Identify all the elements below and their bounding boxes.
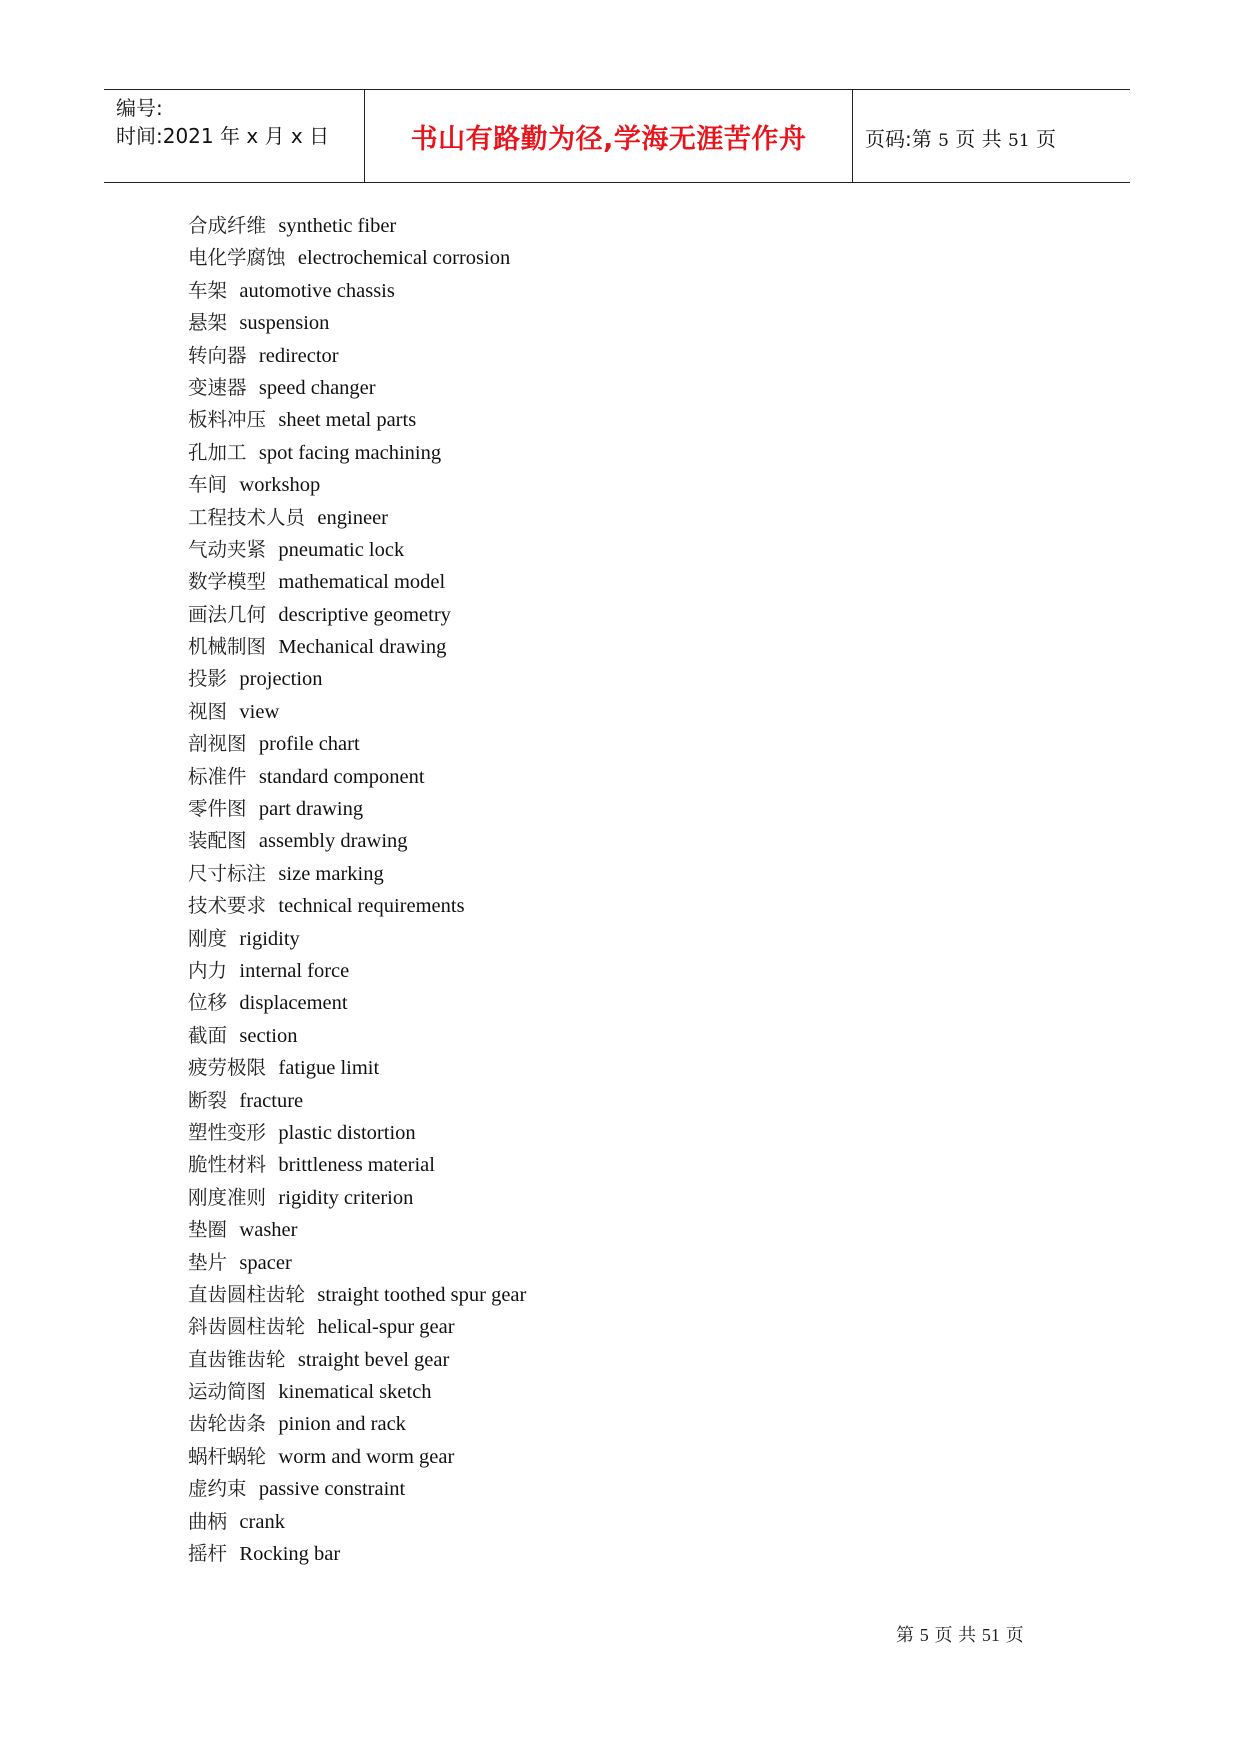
term-english: fracture [239,1089,304,1112]
glossary-item [188,307,526,339]
term-chinese: 零件图 [188,797,247,821]
term-english: electrochemical corrosion [297,247,511,270]
term-chinese: 曲柄 [188,1509,228,1533]
term-chinese: 疲劳极限 [188,1056,267,1080]
glossary-item [188,1538,526,1570]
term-chinese: 电化学腐蚀 [188,246,286,270]
term-english: kinematical sketch [278,1381,432,1404]
term-chinese: 投影 [188,667,228,691]
glossary-item [188,1279,526,1311]
glossary-item [188,566,526,598]
term-english: engineer [317,506,388,529]
term-chinese: 塑性变形 [188,1120,267,1144]
term-english: profile chart [258,733,360,756]
term-chinese: 直齿圆柱齿轮 [188,1282,306,1306]
term-chinese: 尺寸标注 [188,861,267,885]
term-chinese: 脆性材料 [188,1153,267,1177]
term-english: brittleness material [278,1154,435,1177]
term-english: technical requirements [278,895,465,918]
term-chinese: 断裂 [188,1088,228,1112]
term-chinese: 装配图 [188,829,247,853]
glossary-item [188,1247,526,1279]
term-english: view [239,700,280,723]
doc-number-label: 编号: [116,96,163,120]
term-chinese: 刚度 [188,926,228,950]
term-chinese: 视图 [188,699,228,723]
glossary-item [188,340,526,372]
glossary-item [188,858,526,890]
glossary-item [188,955,526,987]
glossary-item [188,793,526,825]
page-code-middle: 页 共 [948,127,1009,151]
term-english: assembly drawing [258,830,408,853]
footer-current-page: 5 [919,1625,929,1645]
term-chinese: 刚度准则 [188,1185,267,1209]
term-chinese: 变速器 [188,375,247,399]
header-page-cell [853,90,1130,182]
glossary-item [188,404,526,436]
glossary-item [188,728,526,760]
term-english: displacement [239,992,348,1015]
term-chinese: 标准件 [188,764,247,788]
glossary-item [188,469,526,501]
term-english: redirector [258,344,339,367]
glossary-item [188,987,526,1019]
term-english: passive constraint [258,1478,406,1501]
term-chinese: 虚约束 [188,1477,247,1501]
term-english: straight toothed spur gear [317,1283,527,1306]
footer-prefix: 第 [896,1625,920,1646]
term-chinese: 剖视图 [188,732,247,756]
page-code-current: 5 [938,131,949,151]
term-english: automotive chassis [239,279,395,302]
term-chinese: 车架 [188,278,228,302]
term-english: spot facing machining [258,441,442,464]
glossary-item [188,1149,526,1181]
footer-middle: 页 共 [928,1625,982,1646]
term-english: descriptive geometry [278,603,451,626]
glossary-item [188,825,526,857]
footer-total-pages: 51 [981,1625,1000,1645]
page-code-suffix: 页 [1029,127,1057,151]
term-english: helical-spur gear [317,1316,455,1339]
glossary-item [188,1376,526,1408]
glossary-item [188,1473,526,1505]
term-chinese: 画法几何 [188,602,267,626]
glossary-item [188,1085,526,1117]
glossary-item [188,1214,526,1246]
term-english: Mechanical drawing [278,636,447,659]
term-english: plastic distortion [278,1121,416,1144]
term-english: straight bevel gear [297,1348,450,1371]
term-english: part drawing [258,798,364,821]
glossary-item [188,1020,526,1052]
motto-text: 书山有路勤为径,学海无涯苦作舟 [410,124,807,155]
page-code-total: 51 [1008,131,1030,151]
term-english: pinion and rack [278,1413,406,1436]
header-info-cell [104,90,365,182]
term-english: sheet metal parts [278,409,417,432]
term-english: Rocking bar [239,1543,341,1566]
term-english: workshop [239,474,321,497]
term-english: pneumatic lock [278,538,405,561]
term-chinese: 机械制图 [188,635,267,659]
term-english: rigidity [239,927,300,950]
term-english: suspension [239,312,330,335]
term-chinese: 齿轮齿条 [188,1412,267,1436]
term-chinese: 斜齿圆柱齿轮 [188,1315,306,1339]
term-english: projection [239,668,323,691]
footer-suffix: 页 [999,1625,1024,1646]
term-chinese: 技术要求 [188,894,267,918]
term-english: standard component [258,765,425,788]
glossary-item [188,1311,526,1343]
page-footer [896,1621,1024,1647]
term-english: rigidity criterion [278,1186,414,1209]
glossary-list [188,210,526,1570]
glossary-item [188,1344,526,1376]
term-english: internal force [239,959,350,982]
term-chinese: 工程技术人员 [188,505,306,529]
header-motto-cell [365,90,853,182]
term-chinese: 位移 [188,991,228,1015]
term-chinese: 摇杆 [188,1542,228,1566]
term-chinese: 内力 [188,958,228,982]
page-code [865,123,1056,152]
glossary-item [188,242,526,274]
glossary-item [188,1117,526,1149]
term-chinese: 数学模型 [188,570,267,594]
term-english: crank [239,1510,285,1533]
term-chinese: 车间 [188,473,228,497]
glossary-item [188,437,526,469]
term-english: section [239,1024,298,1047]
glossary-item [188,1506,526,1538]
page-code-prefix: 页码:第 [865,127,939,151]
date-label: 时间:2021 年 x 月 x 日 [116,124,330,148]
term-english: worm and worm gear [278,1445,455,1468]
term-chinese: 板料冲压 [188,408,267,432]
glossary-item [188,890,526,922]
glossary-item [188,210,526,242]
term-chinese: 气动夹紧 [188,537,267,561]
term-english: washer [239,1219,298,1242]
term-english: fatigue limit [278,1057,380,1080]
term-chinese: 合成纤维 [188,214,267,237]
glossary-item [188,923,526,955]
glossary-item [188,1408,526,1440]
term-chinese: 垫片 [188,1250,228,1274]
term-chinese: 悬架 [188,311,228,335]
glossary-item [188,696,526,728]
page-header [104,89,1130,183]
term-english: spacer [239,1251,292,1274]
glossary-item [188,275,526,307]
glossary-item [188,1052,526,1084]
glossary-item [188,372,526,404]
term-chinese: 转向器 [188,343,247,367]
term-english: size marking [278,862,384,885]
term-chinese: 直齿锥齿轮 [188,1347,286,1371]
term-english: synthetic fiber [278,215,397,237]
term-english: speed changer [258,376,376,399]
glossary-item [188,1441,526,1473]
term-chinese: 运动简图 [188,1380,267,1404]
glossary-item [188,663,526,695]
term-chinese: 孔加工 [188,440,247,464]
term-chinese: 垫圈 [188,1218,228,1242]
term-chinese: 蜗杆蜗轮 [188,1444,267,1468]
glossary-item [188,761,526,793]
glossary-item [188,631,526,663]
term-chinese: 截面 [188,1023,228,1047]
glossary-item [188,534,526,566]
glossary-item [188,599,526,631]
glossary-item [188,502,526,534]
term-english: mathematical model [278,571,446,594]
glossary-item [188,1182,526,1214]
